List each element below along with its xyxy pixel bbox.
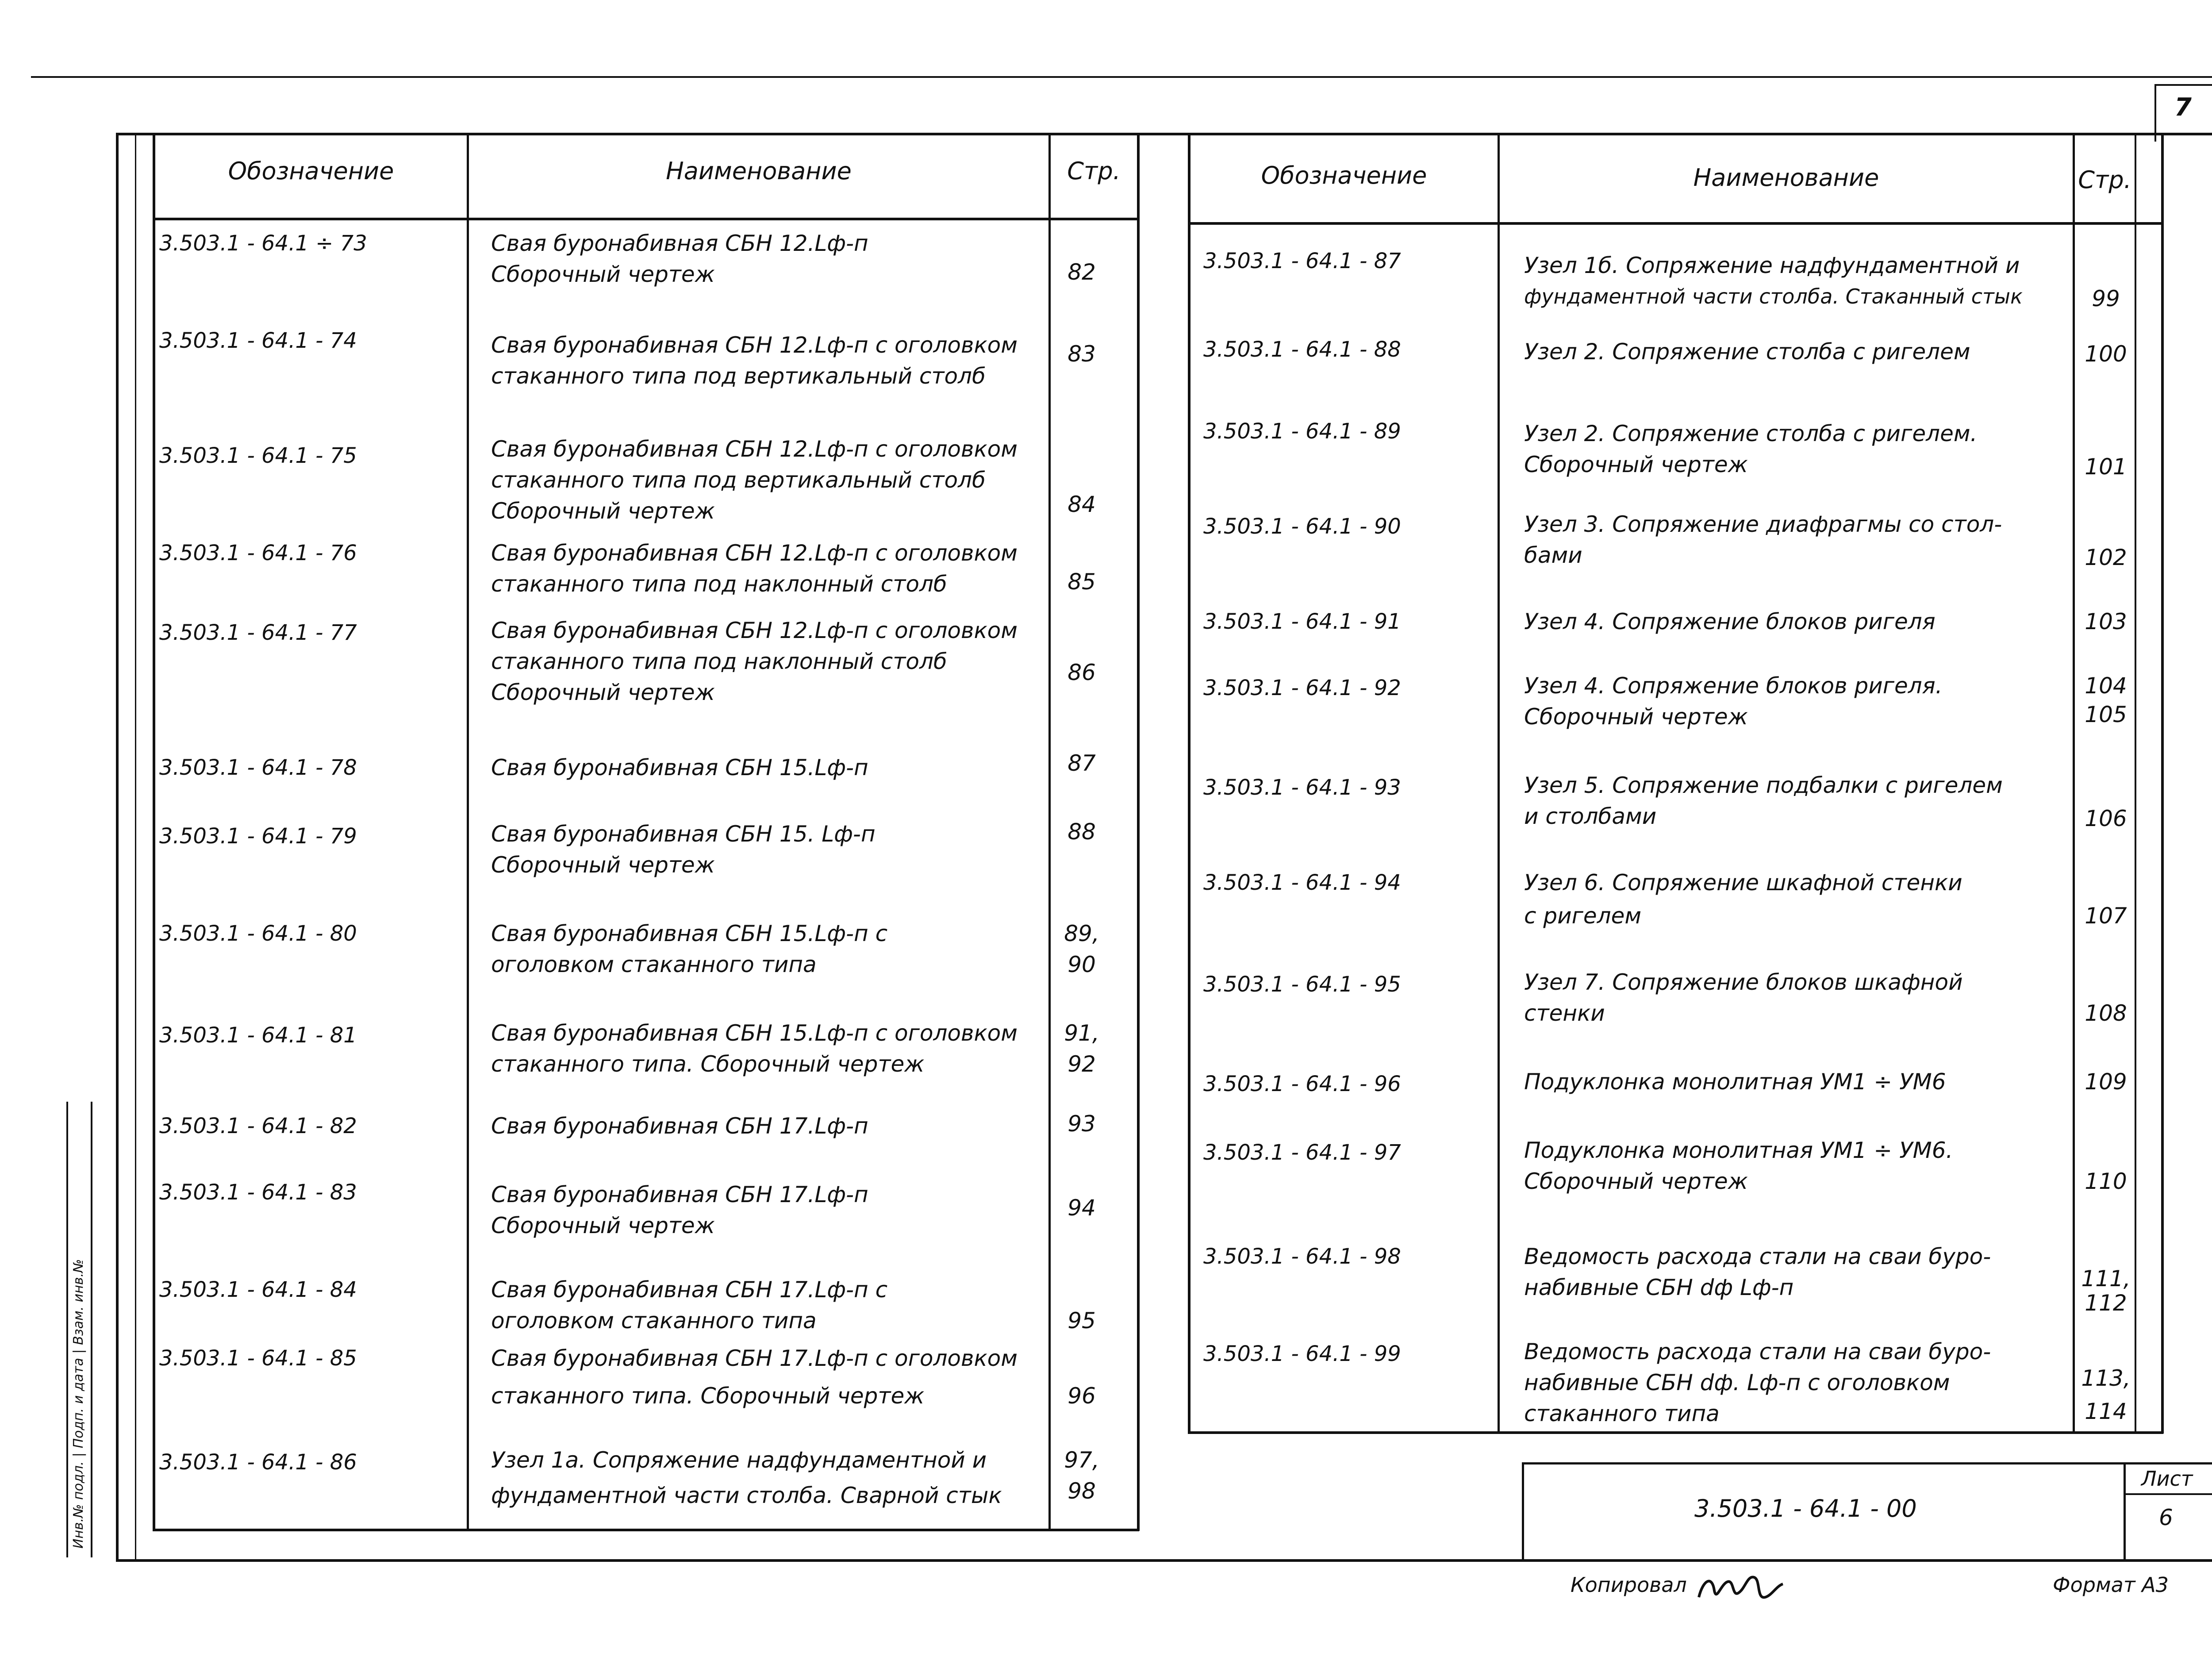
frame-left-inner [135, 133, 136, 1562]
title-block-sheet-rule [2124, 1493, 2212, 1495]
left-row-code: 3.503.1 - 64.1 - 79 [159, 824, 357, 849]
left-row-code: 3.503.1 - 64.1 ÷ 73 [159, 231, 367, 256]
left-row-name-line: стаканного типа под вертикальный столб [491, 467, 986, 493]
left-table-left [153, 133, 155, 1531]
right-row-page: 114 [2085, 1399, 2127, 1424]
left-row-page: 90 [1068, 952, 1096, 977]
signature [1694, 1566, 1787, 1611]
left-row-name-line: Свая буронабивная СБН 17.Lф-п [491, 1182, 868, 1207]
left-row-name-line: Свая буронабивная СБН 17.Lф-п [491, 1113, 868, 1139]
right-row-page: 113, [2081, 1365, 2131, 1391]
left-row-code: 3.503.1 - 64.1 - 80 [159, 921, 357, 946]
left-row-name-line: Свая буронабивная СБН 15.Lф-п с оголовком [491, 1020, 1018, 1046]
title-block-left [1522, 1462, 1524, 1560]
right-row-page: 108 [2085, 1000, 2127, 1026]
left-row-code: 3.503.1 - 64.1 - 78 [159, 755, 357, 780]
left-row-name-line: Свая буронабивная СБН 12.Lф-п [491, 231, 868, 256]
right-row-code: 3.503.1 - 64.1 - 90 [1203, 514, 1401, 539]
right-row-page: 110 [2085, 1168, 2127, 1194]
left-row-code: 3.503.1 - 64.1 - 84 [159, 1277, 357, 1302]
left-row-code: 3.503.1 - 64.1 - 77 [159, 620, 357, 645]
right-row-name-line: набивные СБН dф Lф-п [1524, 1275, 1794, 1300]
left-row-page: 86 [1068, 660, 1096, 685]
left-row-page: 82 [1068, 259, 1096, 285]
right-col-div-3 [2135, 133, 2136, 1434]
left-row-name-line: Сборочный чертеж [491, 261, 715, 287]
right-row-page: 104 [2085, 673, 2127, 699]
right-row-page: 99 [2092, 286, 2120, 311]
left-row-name-line: Свая буронабивная СБН 15. Lф-п [491, 821, 876, 847]
left-table-right [1137, 133, 1140, 1531]
right-row-name-line: Подуклонка монолитная УМ1 ÷ УМ6. [1524, 1138, 1953, 1163]
left-header-designation: Обозначение [228, 157, 394, 185]
right-row-name-line: Узел 2. Сопряжение столба с ригелем [1524, 339, 1970, 365]
right-col-div-1 [1498, 133, 1500, 1434]
left-row-page: 92 [1068, 1051, 1096, 1077]
left-row-name-line: Свая буронабивная СБН 12.Lф-п с оголовком [491, 540, 1018, 566]
left-header-page: Стр. [1067, 157, 1121, 185]
right-row-code: 3.503.1 - 64.1 - 88 [1203, 337, 1401, 362]
right-row-page: 103 [2085, 609, 2127, 634]
left-row-name-line: стаканного типа под наклонный столб [491, 649, 947, 674]
left-row-code: 3.503.1 - 64.1 - 86 [159, 1450, 357, 1475]
left-row-name-line: Узел 1а. Сопряжение надфундаментной и [491, 1447, 987, 1473]
right-header-rule [1188, 222, 2163, 225]
left-row-name-line: Свая буронабивная СБН 12.Lф-п с оголовком [491, 332, 1018, 358]
left-table-bottom [153, 1529, 1139, 1531]
sheet-number: 7 [2174, 93, 2192, 122]
left-row-name-line: Свая буронабивная СБН 15.Lф-п [491, 755, 868, 780]
left-row-name-line: Свая буронабивная СБН 17.Lф-п с [491, 1277, 888, 1303]
right-row-page: 100 [2085, 341, 2127, 367]
right-row-page: 111, [2081, 1266, 2131, 1291]
right-col-div-2 [2073, 133, 2075, 1434]
frame-top [116, 133, 2212, 135]
right-row-name-line: Узел 3. Сопряжение диафрагмы со стол- [1524, 511, 2002, 537]
left-row-name-line: Свая буронабивная СБН 15.Lф-п с [491, 921, 888, 946]
left-row-code: 3.503.1 - 64.1 - 74 [159, 328, 357, 353]
right-row-code: 3.503.1 - 64.1 - 94 [1203, 870, 1401, 895]
right-table-bottom [1188, 1431, 2163, 1434]
frame-left [116, 133, 119, 1562]
right-row-name-line: фундаментной части столба. Стаканный стык [1524, 284, 2023, 308]
right-row-name-line: стенки [1524, 1000, 1605, 1026]
right-header-name: Наименование [1693, 164, 1879, 192]
right-row-name-line: и столбами [1524, 803, 1657, 829]
left-row-code: 3.503.1 - 64.1 - 76 [159, 541, 357, 565]
left-row-page: 89, [1064, 921, 1099, 946]
right-row-name-line: Сборочный чертеж [1524, 1168, 1748, 1194]
right-row-name-line: Ведомость расхода стали на сваи буро- [1524, 1244, 1991, 1269]
left-row-name-line: Свая буронабивная СБН 17.Lф-п с оголовком [491, 1345, 1018, 1371]
right-row-code: 3.503.1 - 64.1 - 92 [1203, 676, 1401, 700]
right-row-name-line: Узел 4. Сопряжение блоков ригеля. [1524, 673, 1943, 699]
left-row-name-line: Сборочный чертеж [491, 680, 715, 705]
left-row-page: 94 [1068, 1195, 1096, 1221]
right-row-page: 112 [2085, 1290, 2127, 1316]
left-row-page: 83 [1068, 341, 1096, 367]
right-row-code: 3.503.1 - 64.1 - 98 [1203, 1244, 1401, 1269]
left-col-div-1 [467, 133, 469, 1531]
top-rule [31, 76, 2212, 78]
left-row-page: 97, [1064, 1447, 1099, 1473]
left-header-rule [153, 218, 1139, 220]
right-row-code: 3.503.1 - 64.1 - 91 [1203, 609, 1401, 634]
left-row-code: 3.503.1 - 64.1 - 85 [159, 1346, 357, 1371]
right-row-name-line: Узел 4. Сопряжение блоков ригеля [1524, 609, 1936, 634]
left-row-page: 91, [1064, 1020, 1099, 1046]
right-row-page: 107 [2085, 903, 2127, 929]
right-row-code: 3.503.1 - 64.1 - 93 [1203, 775, 1401, 800]
side-stamp-frame-left [66, 1102, 68, 1557]
right-row-name-line: Сборочный чертеж [1524, 452, 1748, 477]
sheet-value: 6 [2159, 1505, 2173, 1530]
right-row-name-line: Узел 7. Сопряжение блоков шкафной [1524, 969, 1963, 995]
right-header-page: Стр. [2078, 166, 2131, 194]
right-row-name-line: Ведомость расхода стали на сваи буро- [1524, 1339, 1991, 1365]
right-row-name-line: Узел 5. Сопряжение подбалки с ригелем [1524, 773, 2003, 798]
left-row-page: 87 [1068, 750, 1096, 776]
right-table-left [1188, 133, 1190, 1434]
left-row-code: 3.503.1 - 64.1 - 75 [159, 443, 357, 468]
left-row-name-line: оголовком стаканного типа [491, 952, 817, 977]
left-row-name-line: стаканного типа. Сборочный чертеж [491, 1383, 925, 1409]
right-row-page: 101 [2085, 454, 2127, 480]
right-row-name-line: бами [1524, 542, 1582, 568]
right-row-code: 3.503.1 - 64.1 - 89 [1203, 419, 1401, 444]
left-row-name-line: Сборочный чертеж [491, 498, 715, 524]
sheet-box-top [2154, 84, 2212, 86]
left-row-name-line: стаканного типа под вертикальный столб [491, 363, 986, 389]
left-row-name-line: Сборочный чертеж [491, 1213, 715, 1238]
left-row-page: 88 [1068, 819, 1096, 845]
copied-label: Копировал [1571, 1573, 1687, 1597]
title-block-sheet-div [2124, 1462, 2126, 1560]
right-row-code: 3.503.1 - 64.1 - 96 [1203, 1072, 1401, 1096]
right-header-designation: Обозначение [1261, 161, 1427, 189]
right-row-name-line: стаканного типа [1524, 1401, 1720, 1426]
right-row-code: 3.503.1 - 64.1 - 95 [1203, 972, 1401, 997]
sheet-label: Лист [2141, 1467, 2193, 1491]
left-row-name-line: Сборочный чертеж [491, 852, 715, 878]
left-row-name-line: оголовком стаканного типа [491, 1308, 817, 1334]
right-row-name-line: Узел 1б. Сопряжение надфундаментной и [1524, 253, 2020, 278]
right-row-page: 105 [2085, 702, 2127, 727]
left-row-page: 96 [1068, 1383, 1096, 1409]
right-row-name-line: Сборочный чертеж [1524, 704, 1748, 730]
left-row-code: 3.503.1 - 64.1 - 81 [159, 1023, 357, 1048]
right-row-page: 102 [2085, 545, 2127, 570]
left-row-name-line: стаканного типа. Сборочный чертеж [491, 1051, 925, 1077]
right-row-code: 3.503.1 - 64.1 - 99 [1203, 1341, 1401, 1366]
format-label: Формат А3 [2053, 1573, 2169, 1597]
title-block-top [1522, 1462, 2212, 1464]
left-row-code: 3.503.1 - 64.1 - 83 [159, 1180, 357, 1205]
right-row-name-line: Подуклонка монолитная УМ1 ÷ УМ6 [1524, 1069, 1946, 1095]
right-row-name-line: Узел 2. Сопряжение столба с ригелем. [1524, 421, 1978, 446]
left-row-page: 84 [1068, 492, 1096, 517]
left-row-name-line: стаканного типа под наклонный столб [491, 571, 947, 597]
left-row-name-line: Свая буронабивная СБН 12.Lф-п с оголовком [491, 436, 1018, 462]
left-row-code: 3.503.1 - 64.1 - 82 [159, 1114, 357, 1138]
right-table-right [2161, 133, 2164, 1434]
side-stamp-text: Инв.№ подл. | Подп. и дата | Взам. инв.№ [71, 1259, 86, 1549]
doc-code: 3.503.1 - 64.1 - 00 [1694, 1495, 1917, 1522]
left-header-name: Наименование [666, 157, 852, 185]
right-row-name-line: набивные СБН dф. Lф-п с оголовком [1524, 1370, 1950, 1395]
right-row-code: 3.503.1 - 64.1 - 97 [1203, 1140, 1401, 1165]
left-row-page: 85 [1068, 569, 1096, 595]
right-row-code: 3.503.1 - 64.1 - 87 [1203, 249, 1401, 273]
left-row-name-line: фундаментной части столба. Сварной стык [491, 1483, 1002, 1508]
right-row-name-line: Узел 6. Сопряжение шкафной стенки [1524, 870, 1962, 896]
left-row-page: 95 [1068, 1308, 1096, 1334]
left-row-name-line: Свая буронабивная СБН 12.Lф-п с оголовком [491, 618, 1018, 643]
side-stamp-frame-mid [91, 1102, 92, 1557]
right-row-page: 106 [2085, 806, 2127, 831]
right-row-page: 109 [2085, 1069, 2127, 1095]
right-row-name-line: с ригелем [1524, 903, 1642, 929]
left-row-page: 93 [1068, 1111, 1096, 1137]
left-row-page: 98 [1068, 1478, 1096, 1504]
frame-bottom [116, 1559, 2212, 1562]
